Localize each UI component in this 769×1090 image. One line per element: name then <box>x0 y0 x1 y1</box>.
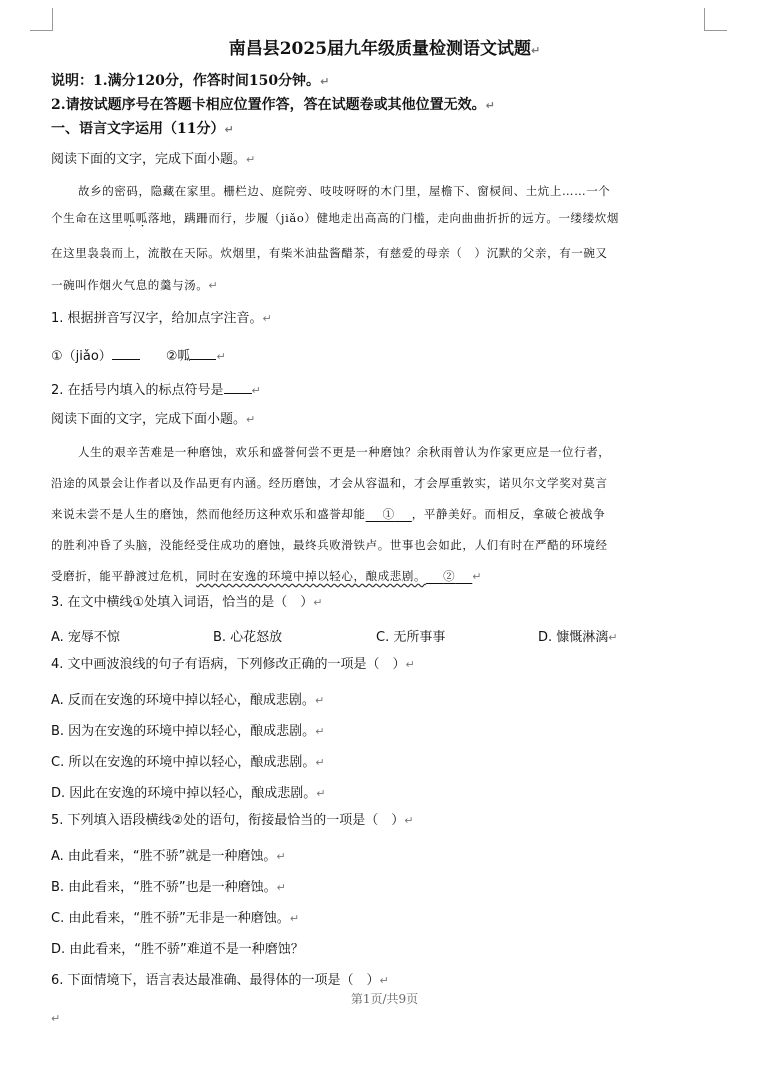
question-5-option-b[interactable]: B. 由此看来，“胜不骄”也是一种磨蚀。↵ <box>51 880 286 895</box>
reading-instruction-2: 阅读下面的文字，完成下面小题。↵ <box>51 412 256 427</box>
question-2: 2. 在括号内填入的标点符号是 ↵ <box>51 380 261 400</box>
question-5-stem: 5. 下列填入语段横线②处的语句，衔接最恰当的一项是（ ）↵ <box>51 813 414 828</box>
crop-mark-top-left <box>30 8 53 31</box>
note-line-2: 2.请按试题序号在答题卡相应位置作答，答在试题卷或其他位置无效。↵ <box>51 97 495 113</box>
question-5-option-d[interactable]: D. 由此看来，“胜不骄”难道不是一种磨蚀？ <box>51 942 304 957</box>
note-line-1: 说明：1.满分120分，作答时间150分钟。↵ <box>51 73 330 89</box>
passage2-line-2: 沿途的风景会让作者以及作品更有内涵。经历磨蚀，才会从容温和，才会厚重敦实，诺贝尔文学奖对莫言 <box>51 476 608 490</box>
question-4-option-b[interactable]: B. 因为在安逸的环境中掉以轻心，酿成悲剧。↵ <box>51 724 325 739</box>
question-5-option-c[interactable]: C. 由此看来，“胜不骄”无非是一种磨蚀。↵ <box>51 911 300 926</box>
question-1-stem: 1. 根据拼音写汉字，给加点字注音。↵ <box>51 311 272 326</box>
question-1-blanks: ①（jiǎo） ②呱 ↵ <box>51 346 226 366</box>
section-heading-1: 一、语言文字运用（11分）↵ <box>51 121 234 137</box>
question-4-stem: 4. 文中画波浪线的句子有语病，下列修改正确的一项是（ ）↵ <box>51 657 415 672</box>
question-4-option-c[interactable]: C. 所以在安逸的环境中掉以轻心，酿成悲剧。↵ <box>51 755 325 770</box>
passage2-line-5: 受磨折，能平静渡过危机，同时在安逸的环境中掉以轻心，酿成悲剧。 ② ↵ <box>51 569 483 583</box>
passage1-line-2: 个生命在这里呱呱落地，蹒跚而行，步履（jiǎo）健地走出高高的门槛，走向曲曲折折的远方。一缕缕炊烟 <box>51 211 619 225</box>
passage2-line-3: 来说未尝不是人生的磨蚀，然而他经历这种欢乐和盛誉却能 ① ，平静美好。而相反，拿破仑被战争 <box>51 507 606 521</box>
dotted-char-2: 呱 <box>135 211 148 225</box>
passage2-line-4: 的胜利冲昏了头脑，没能经受住成功的磨蚀，最终兵败滑铁卢。世事也会如此，人们有时在严酷的环境经 <box>51 538 608 552</box>
question-5-option-a[interactable]: A. 由此看来，“胜不骄”就是一种磨蚀。↵ <box>51 849 286 864</box>
crop-mark-top-right <box>704 8 727 31</box>
passage1-line-1: 故乡的密码，隐藏在家里。栅栏边、庭院旁、吱吱呀呀的木门里，屋檐下、窗棂间、土炕上……一个 <box>78 184 611 198</box>
blank-marker-1: ① <box>382 507 395 521</box>
answer-blank-2[interactable] <box>224 380 252 394</box>
answer-blank-1a[interactable] <box>112 346 140 360</box>
question-3-option-c[interactable]: C. 无所事事 <box>376 630 446 645</box>
page-title: 南昌县2025届九年级质量检测语文试题↵ <box>228 39 541 59</box>
question-3-option-a[interactable]: A. 宠辱不惊 <box>51 630 120 645</box>
dotted-char-1: 呱 <box>123 211 136 225</box>
wavy-sentence: 同时在安逸的环境中掉以轻心，酿成悲剧。 <box>196 569 427 583</box>
question-4-option-a[interactable]: A. 反而在安逸的环境中掉以轻心，酿成悲剧。↵ <box>51 693 325 708</box>
question-3-stem: 3. 在文中横线①处填入词语，恰当的是（ ）↵ <box>51 595 323 610</box>
question-4-option-d[interactable]: D. 因此在安逸的环境中掉以轻心，酿成悲剧。↵ <box>51 786 326 801</box>
question-3-option-b[interactable]: B. 心花怒放 <box>213 630 283 645</box>
question-6-stem: 6. 下面情境下，语言表达最准确、最得体的一项是（ ）↵ <box>51 973 389 988</box>
passage1-line-3: 在这里袅袅而上，流散在天际。炊烟里，有柴米油盐酱醋茶，有慈爱的母亲（ ）沉默的父亲，有一碗又 <box>51 246 608 260</box>
page-footer: 第1页/共9页 <box>350 992 419 1006</box>
answer-blank-1b[interactable] <box>190 346 216 360</box>
passage2-line-1: 人生的艰辛苦难是一种磨蚀，欢乐和盛誉何尝不更是一种磨蚀？余秋雨曾认为作家更应是一位行者， <box>78 445 611 459</box>
reading-instruction-1: 阅读下面的文字，完成下面小题。↵ <box>51 152 256 167</box>
blank-marker-2: ② <box>443 569 456 583</box>
paragraph-mark: ↵ <box>51 1012 61 1025</box>
question-3-option-d[interactable]: D. 慷慨淋漓↵ <box>538 630 618 645</box>
passage1-line-4: 一碗叫作烟火气息的羹与汤。↵ <box>51 278 219 292</box>
